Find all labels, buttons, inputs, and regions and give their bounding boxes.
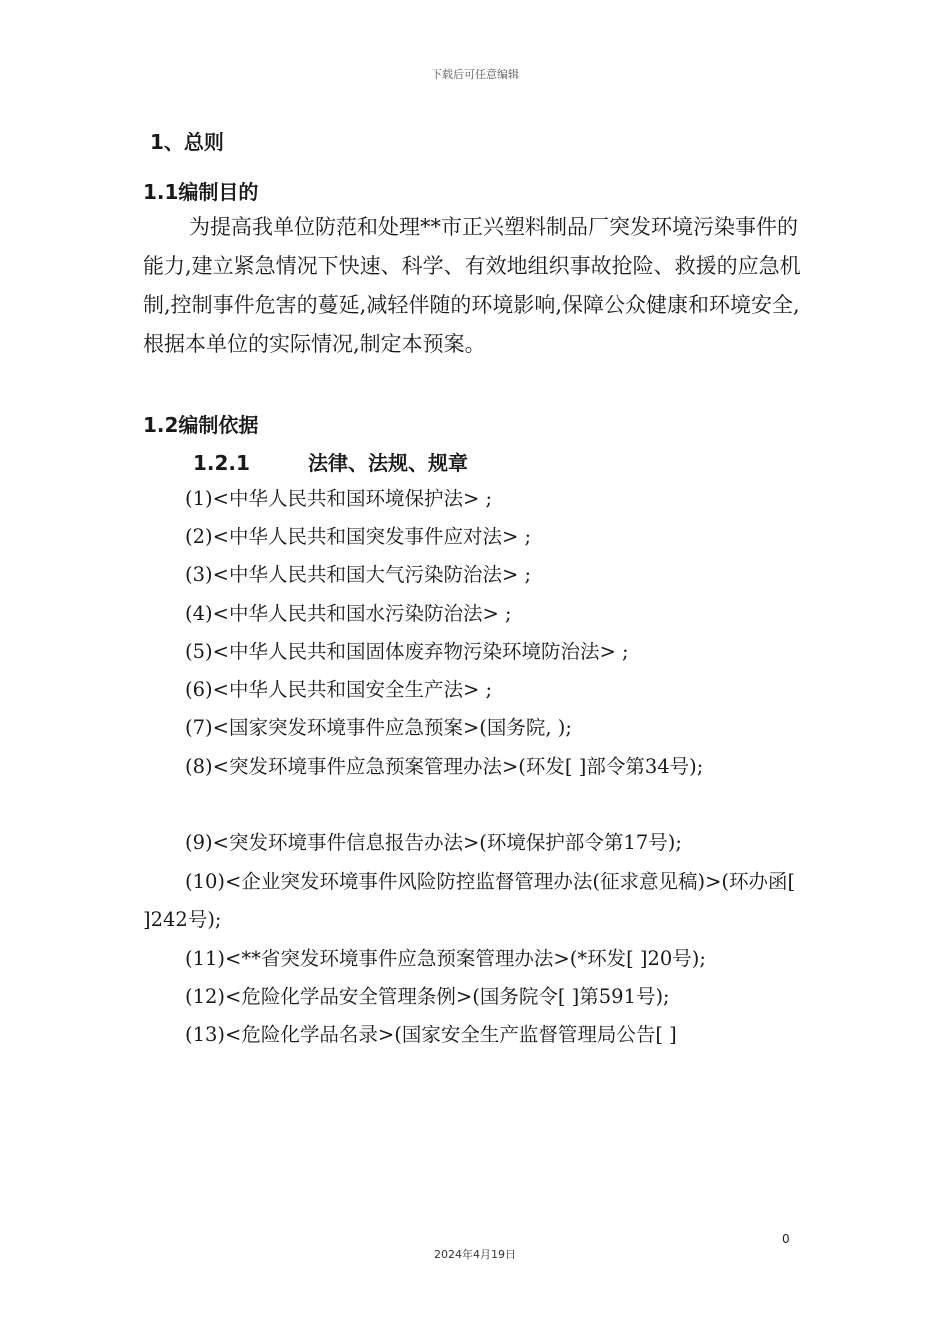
law-item (143, 978, 813, 1016)
law-item-text: (5)<中华人民共和国固体废弃物污染环境防治法> ; (185, 640, 629, 663)
law-item (143, 518, 813, 556)
law-item (143, 709, 813, 747)
law-item-text: (3)<中华人民共和国大气污染防治法> ; (185, 563, 532, 586)
law-item-text: (10)<企业突发环境事件风险防控监督管理办法(征求意见稿)>(环办函[ ]242号); (143, 870, 796, 931)
law-item (143, 748, 813, 786)
purpose-paragraph-text: 为提高我单位防范和处理**市正兴塑料制品厂突发环境污染事件的能力,建立紧急情况下快速、科学、有效地组织事故抢险、救援的应急机制,控制事件危害的蔓延,减轻伴随的环境影响,保障公众健康和环境安全,根据本单位的实际情况,制定本预案。 (143, 215, 801, 356)
subsection-number: 1.2.1 (193, 451, 250, 475)
subsection-title: 法律、法规、规章 (308, 451, 468, 475)
page-number: 0 (782, 1232, 790, 1246)
law-item (143, 595, 813, 633)
law-item-text: (13)<危险化学品名录>(国家安全生产监督管理局公告[ ] (185, 1023, 677, 1046)
purpose-paragraph (143, 208, 803, 364)
law-item (143, 480, 813, 518)
law-item (143, 671, 813, 709)
law-item (143, 940, 813, 978)
law-item-text: (6)<中华人民共和国安全生产法> ; (185, 678, 493, 701)
section-title-general: 1、总则 (150, 130, 224, 154)
law-item-text: (1)<中华人民共和国环境保护法> ; (185, 487, 493, 510)
law-item-text: (2)<中华人民共和国突发事件应对法> ; (185, 525, 532, 548)
subsection-laws (193, 447, 468, 476)
law-item-text: (4)<中华人民共和国水污染防治法> ; (185, 602, 512, 625)
law-item (143, 633, 813, 671)
law-item (143, 824, 813, 862)
law-item (143, 556, 813, 594)
law-item-text: (12)<危险化学品安全管理条例>(国务院令[ ]第591号); (185, 985, 670, 1008)
law-item (143, 863, 813, 939)
law-item-text: (7)<国家突发环境事件应急预案>(国务院, ); (185, 716, 572, 739)
page-footer-date: 2024年4月19日 (434, 1248, 516, 1261)
section-title-purpose: 1.1编制目的 (143, 180, 259, 204)
law-item-text: (11)<**省突发环境事件应急预案管理办法>(*环发[ ]20号); (185, 947, 706, 970)
page-header: 下载后可任意编辑 (431, 68, 519, 81)
law-item-text: (8)<突发环境事件应急预案管理办法>(环发[ ]部令第34号); (185, 755, 704, 778)
law-item (143, 1016, 813, 1054)
law-item-text: (9)<突发环境事件信息报告办法>(环境保护部令第17号); (185, 831, 682, 854)
section-title-basis: 1.2编制依据 (143, 413, 259, 437)
